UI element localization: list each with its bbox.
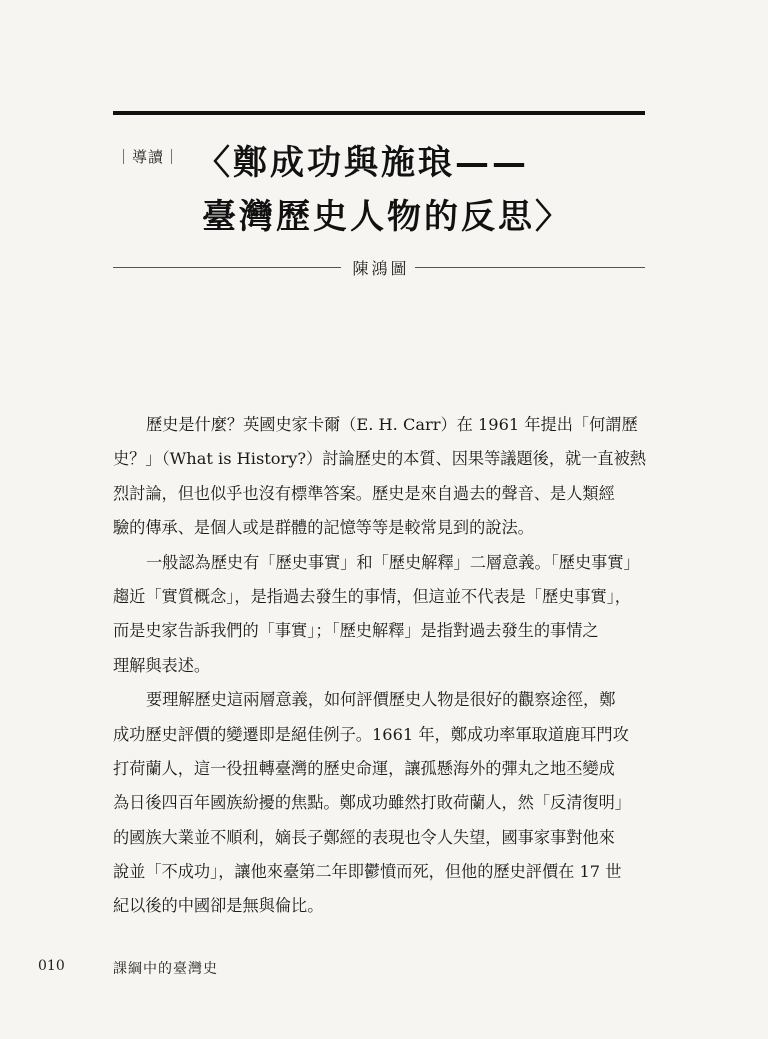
chapter-title-line-1: 〈鄭成功與施琅—— <box>196 143 529 183</box>
chapter-title-line-2: 臺灣歷史人物的反思〉 <box>202 197 572 237</box>
text-line: 說並「不成功」，讓他來臺第二年即鬱憤而死，但他的歷史評價在 17 世 <box>113 862 622 882</box>
running-head: 課綱中的臺灣史 <box>113 961 218 977</box>
text-line: 紀以後的中國卻是無與倫比。 <box>113 896 324 916</box>
author-rule-left <box>113 267 341 268</box>
body-text <box>113 408 649 924</box>
author-name: 陳鴻圖 <box>352 259 410 278</box>
text-line: 一般認為歷史有「歷史事實」和「歷史解釋」二層意義。「歷史事實」 <box>146 552 640 572</box>
section-tag: ｜導讀｜ <box>116 148 181 166</box>
text-line: 打荷蘭人，這一役扭轉臺灣的歷史命運，讓孤懸海外的彈丸之地丕變成 <box>113 758 615 778</box>
text-line: 烈討論，但也似乎也沒有標準答案。歷史是來自過去的聲音、是人類經 <box>113 483 615 503</box>
paragraph-1 <box>113 408 649 546</box>
page-number: 010 <box>38 958 65 974</box>
chapter-title <box>196 136 636 244</box>
text-line: 歷史是什麼？英國史家卡爾（E. H. Carr）在 1961 年提出「何謂歷 <box>146 415 638 434</box>
text-line: 而是史家告訴我們的「事實」；「歷史解釋」是指對過去發生的事情之 <box>113 621 599 641</box>
text-line: 理解與表述。 <box>113 655 211 675</box>
text-line: 成功歷史評價的變遷即是絕佳例子。1661 年，鄭成功率軍取道鹿耳門攻 <box>113 724 629 744</box>
paragraph-2 <box>113 546 649 684</box>
author-row <box>113 256 645 278</box>
text-line: 趨近「實質概念」，是指過去發生的事情，但這並不代表是「歷史事實」， <box>113 586 631 606</box>
text-line: 史？」（What is History?）討論歷史的本質、因果等議題後，就一直被熱 <box>113 449 646 469</box>
text-line: 驗的傳承、是個人或是群體的記憶等等是較常見到的說法。 <box>113 518 534 538</box>
author-rule-right <box>415 267 645 268</box>
top-rule <box>113 111 645 115</box>
paragraph-3 <box>113 683 649 924</box>
text-line: 要理解歷史這兩層意義，如何評價歷史人物是很好的觀察途徑，鄭 <box>146 690 616 710</box>
text-line: 的國族大業並不順利，嫡長子鄭經的表現也令人失望，國事家事對他來 <box>113 827 615 847</box>
text-line: 為日後四百年國族紛擾的焦點。鄭成功雖然打敗荷蘭人，然「反清復明」 <box>113 793 631 813</box>
